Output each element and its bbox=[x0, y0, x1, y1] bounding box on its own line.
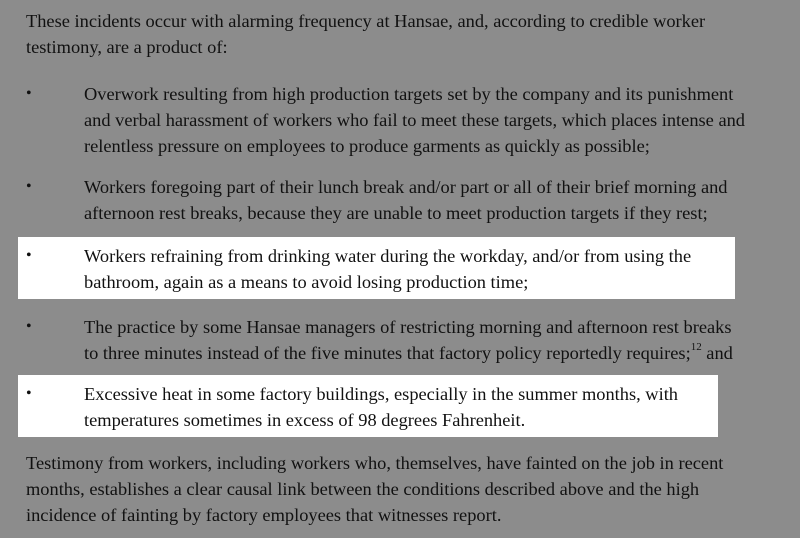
bullet-line-tail: and bbox=[701, 343, 733, 363]
bullet-item-lunch-break bbox=[18, 174, 783, 229]
bullet-icon: • bbox=[26, 85, 32, 102]
bullet-line: Overwork resulting from high production targets set by the company and its punishment bbox=[84, 84, 734, 104]
bullet-item-overwork bbox=[18, 81, 783, 161]
bullet-line bbox=[84, 340, 733, 366]
intro-line-1: These incidents occur with alarming frequency at Hansae, and, according to credible worker bbox=[26, 11, 706, 31]
bullet-text bbox=[84, 381, 678, 433]
bullet-line: relentless pressure on employees to produce garments as quickly as possible; bbox=[84, 136, 650, 156]
bullet-item-rest-breaks bbox=[18, 314, 783, 369]
bullet-text bbox=[84, 174, 728, 226]
outro-line-2: months, establishes a clear causal link between the conditions described above and the high bbox=[26, 479, 700, 499]
bullet-icon: • bbox=[26, 247, 32, 264]
intro-line-2: testimony, are a product of: bbox=[26, 37, 228, 57]
outro-line-3: incidence of fainting by factory employees that witnesses report. bbox=[26, 505, 502, 525]
outro-line-1: Testimony from workers, including workers who, themselves, have fainted on the job in recent bbox=[26, 453, 724, 473]
bullet-line: Excessive heat in some factory buildings, especially in the summer months, with bbox=[84, 384, 678, 404]
intro-paragraph bbox=[26, 8, 786, 60]
bullet-icon: • bbox=[26, 385, 32, 402]
bullet-item-excessive-heat-highlighted bbox=[18, 375, 718, 437]
bullet-item-drinking-water-highlighted bbox=[18, 237, 735, 299]
bullet-line: and verbal harassment of workers who fail to meet these targets, which places intense and bbox=[84, 110, 745, 130]
outro-paragraph bbox=[26, 450, 786, 528]
bullet-line: temperatures sometimes in excess of 98 degrees Fahrenheit. bbox=[84, 410, 526, 430]
bullet-text bbox=[84, 243, 691, 295]
bullet-text bbox=[84, 81, 745, 159]
bullet-line: afternoon rest breaks, because they are unable to meet production targets if they rest; bbox=[84, 203, 708, 223]
bullet-line: bathroom, again as a means to avoid losing production time; bbox=[84, 272, 529, 292]
bullet-icon: • bbox=[26, 178, 32, 195]
bullet-icon: • bbox=[26, 318, 32, 335]
bullet-line: Workers refraining from drinking water during the workday, and/or from using the bbox=[84, 246, 692, 266]
bullet-text bbox=[84, 314, 733, 366]
bullet-line: Workers foregoing part of their lunch break and/or part or all of their brief morning and bbox=[84, 177, 728, 197]
footnote-ref[interactable]: 12 bbox=[690, 340, 702, 353]
bullet-line: The practice by some Hansae managers of restricting morning and afternoon rest breaks bbox=[84, 317, 732, 337]
bullet-line-text: to three minutes instead of the five minutes that factory policy reportedly requires; bbox=[84, 343, 691, 363]
